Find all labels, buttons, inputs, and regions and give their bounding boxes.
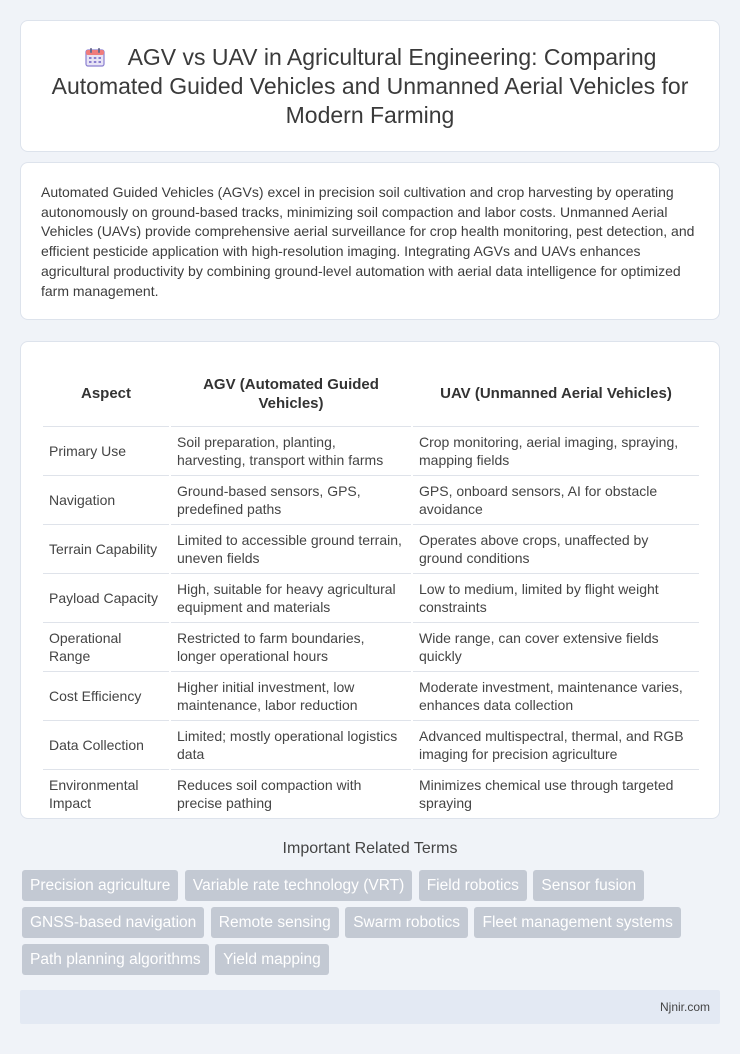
row-aspect: Navigation [43, 475, 170, 524]
row-aspect: Payload Capacity [43, 573, 170, 622]
table-row [43, 769, 699, 818]
table-row [43, 720, 699, 769]
header-aspect: Aspect [80, 385, 132, 403]
row-aspect: Primary Use [43, 426, 170, 475]
row-agv: Higher initial investment, low maintenance, labor reduction [170, 671, 412, 720]
related-term-tag[interactable]: Variable rate technology (VRT) [185, 870, 412, 901]
row-aspect: Operational Range [43, 622, 170, 671]
table-row [43, 475, 699, 524]
row-uav: Advanced multispectral, thermal, and RGB imaging for precision agriculture [412, 720, 699, 769]
footer [20, 990, 720, 1024]
comparison-table [43, 364, 699, 818]
row-uav: Operates above crops, unaffected by ground conditions [412, 524, 699, 573]
row-agv: Restricted to farm boundaries, longer operational hours [170, 622, 412, 671]
row-agv: Limited; mostly operational logistics data [170, 720, 412, 769]
table-row [43, 426, 699, 475]
comparison-table-card [20, 341, 720, 819]
related-term-tag[interactable]: Yield mapping [215, 944, 329, 975]
related-term-tag[interactable]: Remote sensing [211, 907, 339, 938]
related-terms-list [22, 870, 722, 981]
row-uav: GPS, onboard sensors, AI for obstacle avoidance [412, 475, 699, 524]
row-uav: Low to medium, limited by flight weight constraints [412, 573, 699, 622]
row-uav: Crop monitoring, aerial imaging, spraying, mapping fields [412, 426, 699, 475]
header-uav: UAV (Unmanned Aerial Vehicles) [412, 364, 699, 426]
row-aspect: Cost Efficiency [43, 671, 170, 720]
related-term-tag[interactable]: Precision agriculture [22, 870, 178, 901]
row-agv: Ground-based sensors, GPS, predefined paths [170, 475, 412, 524]
row-aspect: Data Collection [43, 720, 170, 769]
related-term-tag[interactable]: Path planning algorithms [22, 944, 209, 975]
row-uav: Moderate investment, maintenance varies, enhances data collection [412, 671, 699, 720]
table-row [43, 622, 699, 671]
intro-paragraph: Automated Guided Vehicles (AGVs) excel in precision soil cultivation and crop harvesting by operating autonomously on ground-based tracks, minimizing soil compaction and labor costs. Unmanned Aerial Vehicles (UAVs) provide comprehensive aerial surveillance for crop health monitoring, pest detection, and efficient pesticide application with high-resolution imaging. Integrating AGVs and UAVs enhances agricultural productivity by combining ground-level automation with aerial data intelligence for optimized farm management. [41, 184, 695, 299]
table-header-row [43, 364, 699, 426]
related-term-tag[interactable]: Sensor fusion [533, 870, 644, 901]
row-uav: Minimizes chemical use through targeted spraying [412, 769, 699, 818]
related-term-tag[interactable]: Field robotics [419, 870, 527, 901]
row-agv: Reduces soil compaction with precise pathing [170, 769, 412, 818]
row-aspect: Terrain Capability [43, 524, 170, 573]
title-card [20, 20, 720, 152]
table-row [43, 524, 699, 573]
related-term-tag[interactable]: Swarm robotics [345, 907, 468, 938]
table-row [43, 573, 699, 622]
page-title-text: AGV vs UAV in Agricultural Engineering: Comparing Automated Guided Vehicles and Unmanned Aerial Vehicles for Modern Farming [51, 43, 689, 128]
row-uav: Wide range, can cover extensive fields quickly [412, 622, 699, 671]
footer-site-link[interactable]: Njnir.com [659, 1000, 710, 1014]
calendar-icon [84, 46, 106, 68]
table-row [43, 671, 699, 720]
related-terms-title: Important Related Terms [282, 840, 458, 857]
row-agv: Soil preparation, planting, harvesting, transport within farms [170, 426, 412, 475]
page-title [51, 43, 689, 130]
row-agv: Limited to accessible ground terrain, uneven fields [170, 524, 412, 573]
related-term-tag[interactable]: Fleet management systems [474, 907, 680, 938]
row-agv: High, suitable for heavy agricultural equipment and materials [170, 573, 412, 622]
intro-card [20, 162, 720, 320]
header-agv: AGV (Automated Guided Vehicles) [170, 364, 412, 426]
row-aspect: Environmental Impact [43, 769, 170, 818]
related-term-tag[interactable]: GNSS-based navigation [22, 907, 204, 938]
